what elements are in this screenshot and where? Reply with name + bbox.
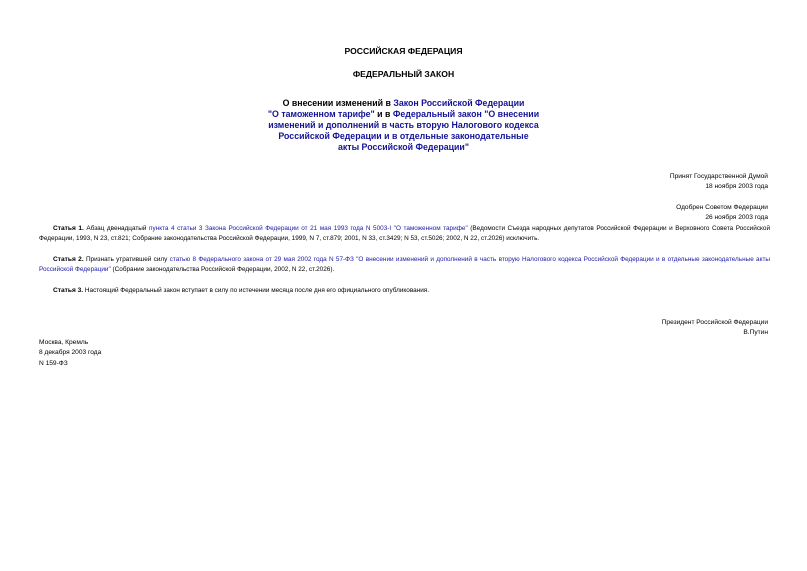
- title-link-customs-law-name[interactable]: "О таможенном тарифе": [267, 109, 375, 119]
- duma-adoption: [670, 172, 768, 192]
- title-link-federal-law[interactable]: Федеральный закон "О внесении: [392, 109, 540, 119]
- law-title: [0, 98, 807, 153]
- country-heading: РОССИЙСКАЯ ФЕДЕРАЦИЯ: [344, 46, 463, 56]
- footer-place: Москва, Кремль: [39, 339, 89, 346]
- article-2-text-b: (Собрание законодательства Российской Федерации, 2002, N 22, ст.2026).: [110, 266, 335, 274]
- title-link-customs-law[interactable]: Закон Российской Федерации: [393, 98, 525, 108]
- title-link-federal-law-line3[interactable]: Российской Федерации и в отдельные законодательные: [278, 131, 529, 141]
- article-1-label: Статья 1.: [53, 225, 84, 232]
- doc-type-heading: ФЕДЕРАЛЬНЫЙ ЗАКОН: [352, 69, 455, 79]
- article-2: [39, 255, 770, 276]
- signature-name: В.Путин: [743, 329, 768, 336]
- article-3-label: Статья 3.: [53, 287, 84, 294]
- title-text-2: и в: [374, 109, 393, 119]
- article-3: [39, 286, 770, 296]
- article-1-link[interactable]: пункта 4 статьи 3 Закона Российской Федерации от 21 мая 1993 года N 5003-I "О таможенном тарифе": [149, 225, 468, 232]
- footer-date: 8 декабря 2003 года: [39, 349, 102, 357]
- article-2-label: Статья 2.: [53, 256, 84, 263]
- council-approval-date: 26 ноября 2003 года: [705, 214, 768, 221]
- article-2-text-a: Признать утратившей силу: [83, 256, 170, 263]
- article-2-link[interactable]: статью 8 Федерального закона от 29 мая 2002 года N 57-ФЗ "О внесении изменений и дополнений в часть вторую Налогового кодекса Российской Федерации и в отдельные законодательные акты Российской Федерации": [39, 256, 770, 274]
- article-1-text-a: Абзац двенадцатый: [83, 225, 150, 232]
- duma-adoption-label: Принят Государственной Думой: [669, 173, 768, 180]
- footer-number: N 159-ФЗ: [39, 359, 68, 367]
- footer-block: [39, 338, 101, 369]
- title-text-1: О внесении изменений в: [282, 98, 394, 108]
- council-approval: [676, 203, 768, 223]
- signature-position: Президент Российской Федерации: [661, 319, 768, 326]
- article-1: [39, 224, 770, 245]
- council-approval-label: Одобрен Советом Федерации: [676, 204, 768, 211]
- title-link-federal-law-line4[interactable]: акты Российской Федерации": [337, 142, 469, 152]
- signature-block: [662, 318, 768, 338]
- title-link-federal-law-line2[interactable]: изменений и дополнений в часть вторую Налогового кодекса: [268, 120, 539, 130]
- duma-adoption-date: 18 ноября 2003 года: [705, 183, 768, 190]
- article-1-text-b: (Ведомости Съезда народных депутатов Российской Федерации и Верховного Совета Российской Федерации, 1993, N 23, ст.821; Собрание законодательства Российской Федерации, 1999, N 7, ст.879; 2001, N 33, ст.3429; N 53, ст.5026; 2002, N 22, ст.2026) исключить.: [39, 225, 771, 243]
- article-3-text: Настоящий Федеральный закон вступает в силу по истечении месяца после дня его официального опубликования.: [83, 287, 430, 294]
